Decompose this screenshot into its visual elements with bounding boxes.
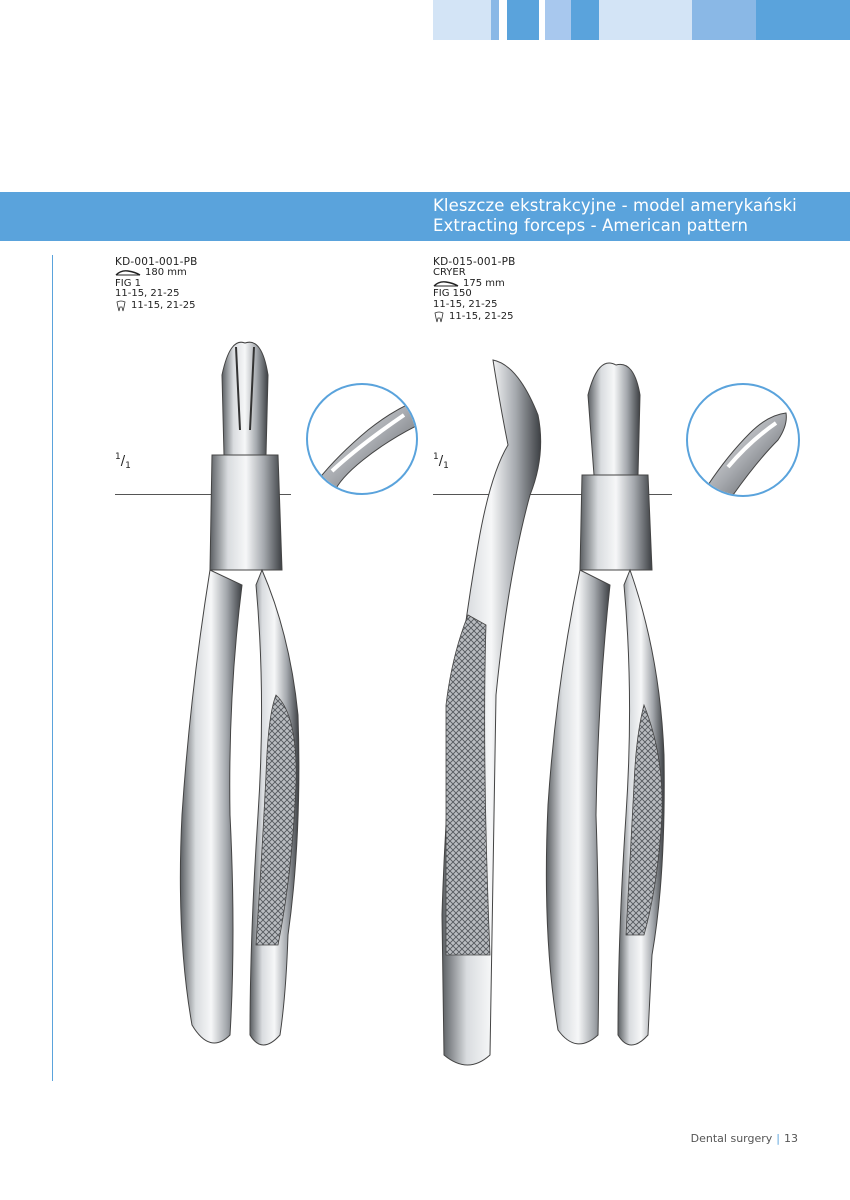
page-number: 13 <box>784 1132 798 1145</box>
product-info-1 <box>115 257 198 312</box>
product-teeth: 11-15, 21-25 <box>433 299 498 311</box>
instrument-length-icon <box>115 269 141 277</box>
product-length: 180 mm <box>145 266 187 278</box>
section-title-pl: Kleszcze ekstrakcyjne - model amerykański <box>433 196 797 215</box>
product-info-2 <box>433 257 516 323</box>
top-decor-bar-6 <box>599 0 692 40</box>
top-decor-bar-4 <box>545 0 571 40</box>
scale-label-2: $^1/_1$ <box>433 452 449 471</box>
top-decor-bar-7 <box>692 0 756 40</box>
footer-section: Dental surgery <box>690 1132 773 1145</box>
beak-detail-circle-2 <box>686 383 800 497</box>
product-name: CRYER <box>433 266 466 278</box>
top-decor-bar-3 <box>507 0 539 40</box>
beak-detail-image <box>688 385 798 495</box>
instrument-length-icon <box>433 280 459 288</box>
scale-label-1: $^1/_1$ <box>115 452 131 471</box>
tooth-icon <box>115 300 127 312</box>
product-teeth: 11-15, 21-25 <box>115 288 180 300</box>
left-margin-rule <box>52 255 53 1081</box>
beak-detail-circle-1 <box>306 383 418 495</box>
forceps-image-1 <box>170 335 320 1060</box>
top-decor-bar-5 <box>571 0 599 40</box>
top-decor-bar-1 <box>433 0 491 40</box>
product-code: KD-001-001-PB <box>115 256 198 268</box>
tooth-icon <box>433 311 445 323</box>
page-footer <box>691 1132 798 1145</box>
product-teeth-icon-label: 11-15, 21-25 <box>449 310 514 322</box>
product-length: 175 mm <box>463 277 505 289</box>
top-decor-bar-8 <box>756 0 850 40</box>
beak-detail-image <box>308 385 416 493</box>
top-decor-bar-2 <box>491 0 499 40</box>
footer-separator: | <box>776 1132 780 1145</box>
product-teeth-icon-label: 11-15, 21-25 <box>131 299 196 311</box>
product-fig: FIG 1 <box>115 277 141 289</box>
product-code: KD-015-001-PB <box>433 256 516 268</box>
section-header-band <box>0 192 850 241</box>
section-title-en: Extracting forceps - American pattern <box>433 216 749 235</box>
product-fig: FIG 150 <box>433 288 472 300</box>
forceps-image-2 <box>438 355 673 1075</box>
